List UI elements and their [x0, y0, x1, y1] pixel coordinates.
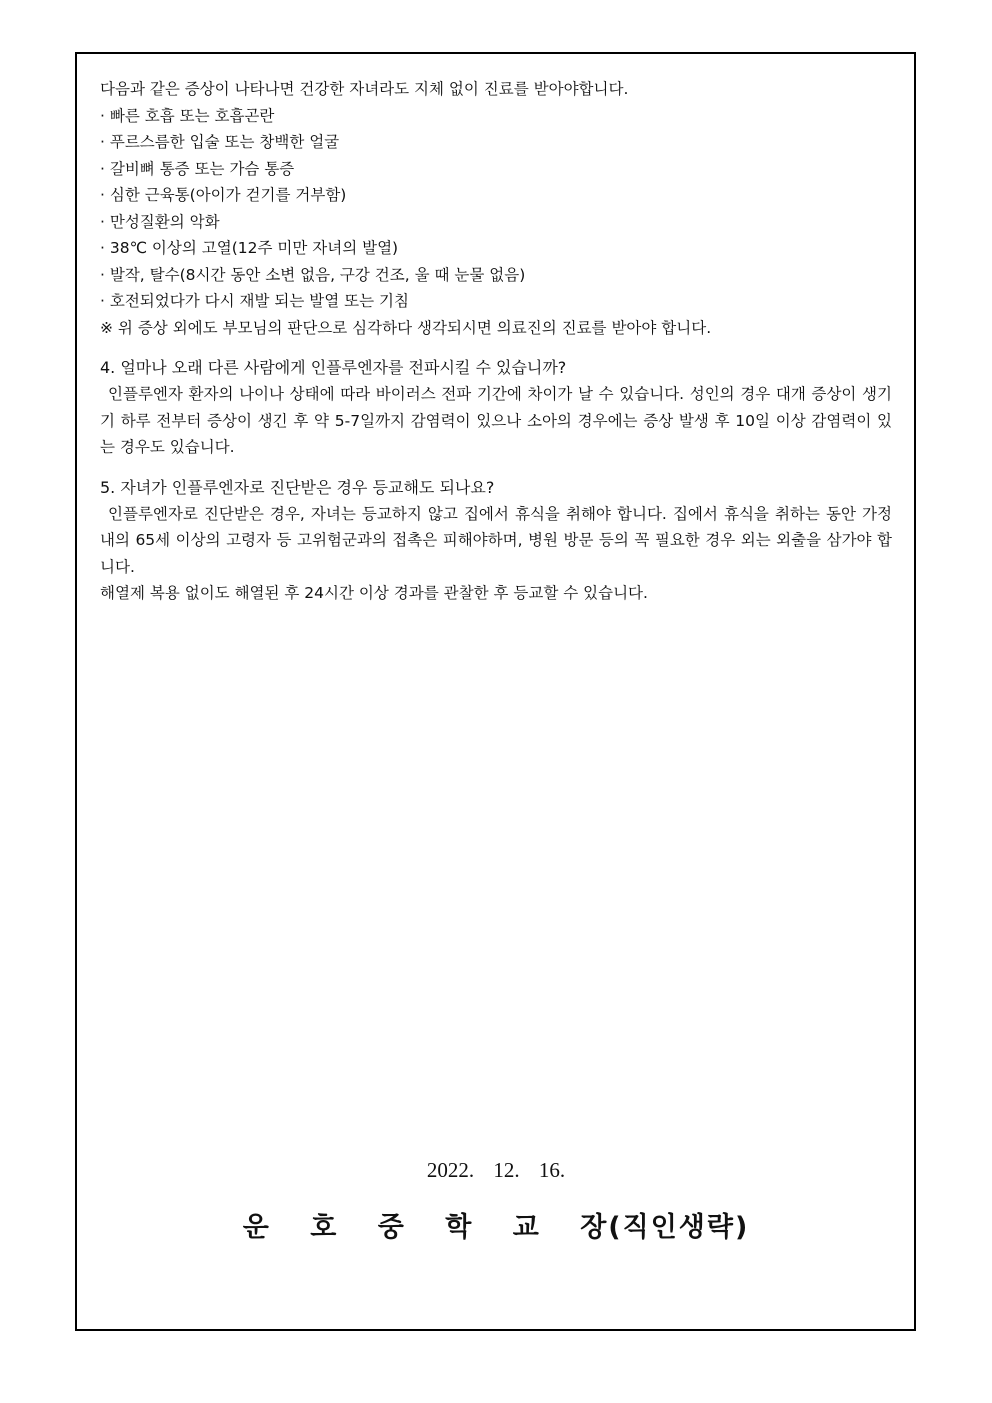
signature-char: 호	[310, 1212, 339, 1243]
signature-char: 중	[377, 1212, 406, 1243]
symptom-item: · 호전되었다가 다시 재발 되는 발열 또는 기침	[100, 292, 409, 310]
symptom-item: · 만성질환의 악화	[100, 212, 220, 231]
question-4-body: 인플루엔자 환자의 나이나 상태에 따라 바이러스 전파 기간에 차이가 날 수 있습니다. 성인의 경우 대개 증상이 생기기 하루 전부터 증상이 생긴 후 약 5-7일까지 감염력이 있으나 소아의 경우에는 증상 발생 후 10일 이상 감염력이 있는 경우도 있습니다.	[100, 385, 892, 456]
question-4-title: 4. 얼마나 오래 다른 사람에게 인플루엔자를 전파시킬 수 있습니까?	[100, 358, 567, 377]
symptom-item: · 갈비뼈 통증 또는 가슴 통증	[100, 159, 295, 178]
question-5-title: 5. 자녀가 인플루엔자로 진단받은 경우 등교해도 되나요?	[100, 477, 495, 497]
signature-last: 장(직인생략)	[580, 1212, 750, 1243]
principal-signature	[0, 1205, 992, 1244]
question-5-body: 인플루엔자로 진단받은 경우, 자녀는 등교하지 않고 집에서 휴식을 취해야 합니다. 집에서 휴식을 취하는 동안 가정 내의 65세 이상의 고령자 등 고위험군과의 접촉은 피해야하며, 병원 방문 등의 꼭 필요한 경우 외는 외출을 삼가야 합니다.	[100, 504, 892, 576]
note-text: ※ 위 증상 외에도 부모님의 판단으로 심각하다 생각되시면 의료진의 진료를 받아야 합니다.	[100, 318, 712, 337]
signature-char: 학	[445, 1212, 474, 1243]
signature-char: 교	[512, 1212, 541, 1243]
symptom-list	[100, 103, 892, 315]
symptom-item: · 푸르스름한 입술 또는 창백한 얼굴	[100, 133, 340, 151]
signature-char: 운	[242, 1212, 271, 1243]
symptom-item: · 심한 근육통(아이가 걷기를 거부함)	[100, 186, 347, 204]
intro-text: 다음과 같은 증상이 나타나면 건강한 자녀라도 지체 없이 진료를 받아야합니다.	[100, 80, 629, 98]
symptom-item: · 발작, 탈수(8시간 동안 소변 없음, 구강 건조, 울 때 눈물 없음)	[100, 265, 526, 284]
symptom-item: · 빠른 호흡 또는 호흡곤란	[100, 106, 275, 125]
document-date: 2022. 12. 16.	[426, 1158, 566, 1182]
symptom-item: · 38℃ 이상의 고열(12주 미만 자녀의 발열)	[100, 239, 399, 257]
document-body	[100, 76, 892, 607]
question-5-extra: 해열제 복용 없이도 해열된 후 24시간 이상 경과를 관찰한 후 등교할 수 있습니다.	[100, 584, 648, 602]
